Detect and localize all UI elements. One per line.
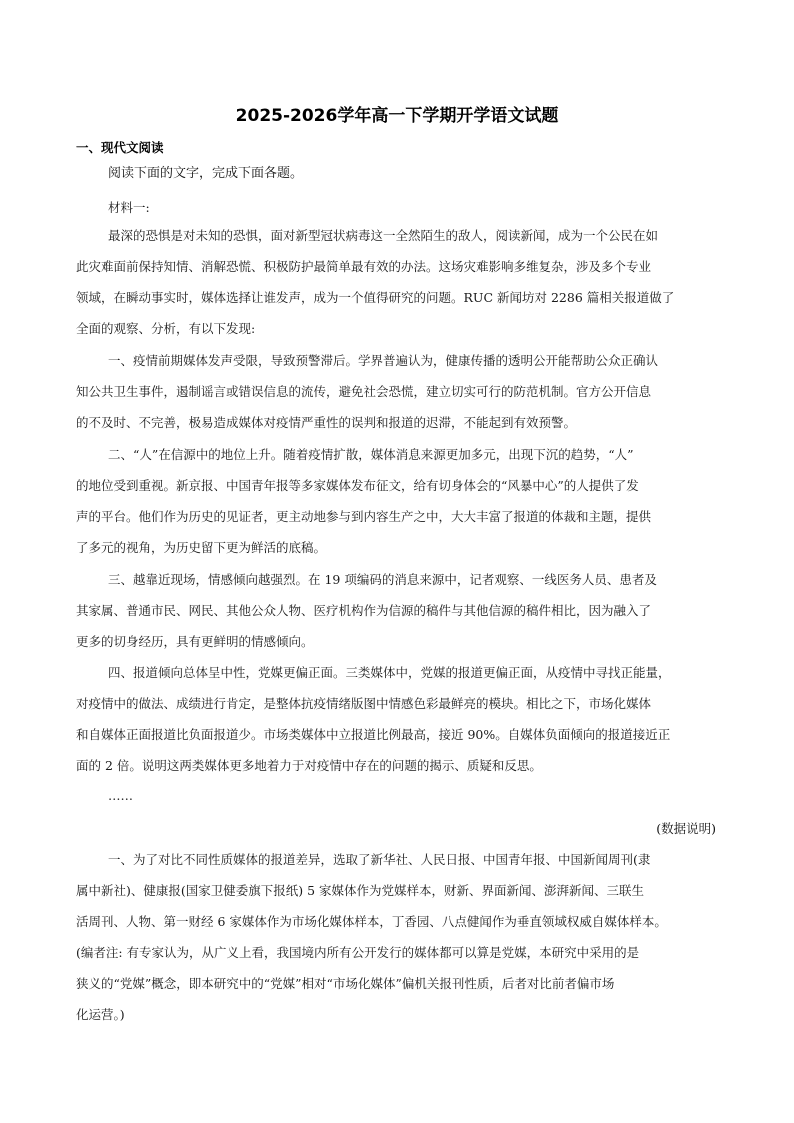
paragraph-line: 声的平台。他们作为历史的见证者，更主动地参与到内容生产之中，大大丰富了报道的体裁和主题，提供 bbox=[76, 509, 652, 524]
paragraph-line: 了多元的视角，为历史留下更为鲜活的底稿。 bbox=[76, 540, 327, 555]
data-note-line: 属中新社)、健康报(国家卫健委旗下报纸) 5 家媒体作为党媒样本，财新、界面新闻、澎湃新闻、三联生 bbox=[76, 883, 645, 898]
paragraph-line: 的不及时、不完善，极易造成媒体对疫情严重性的误判和报道的迟滞，不能起到有效预警。 bbox=[76, 415, 577, 430]
paragraph-line: 此灾难面前保持知情、消解恐慌、积极防护最简单最有效的办法。这场灾难影响多维复杂，涉及多个专业 bbox=[76, 259, 652, 274]
data-note-line: (编者注: 有专家认为，从广义上看，我国境内所有公开发行的媒体都可以算是党媒，本研究中采用的是 bbox=[76, 945, 640, 960]
data-note-line: 化运营。) bbox=[76, 1007, 125, 1022]
paragraph-line: 对疫情中的做法、成绩进行肯定，是整体抗疫情绪版图中情感色彩最鲜亮的模块。相比之下，市场化媒体 bbox=[76, 696, 652, 711]
paragraph-line: 全面的观察、分析，有以下发现: bbox=[76, 321, 256, 336]
paragraph-line: 更多的切身经历，具有更鲜明的情感倾向。 bbox=[76, 634, 314, 649]
data-note-label: (数据说明) bbox=[656, 821, 716, 836]
paragraph-line: 三、越靠近现场，情感倾向越强烈。在 19 项编码的消息来源中，记者观察、一线医务人员、患者及 bbox=[108, 572, 657, 587]
material-label: 材料一: bbox=[108, 200, 150, 215]
paragraph-line: 其家属、普通市民、网民、其他公众人物、医疗机构作为信源的稿件与其他信源的稿件相比，因为融入了 bbox=[76, 603, 652, 618]
paragraph-line: 四、报道倾向总体呈中性，党媒更偏正面。三类媒体中，党媒的报道更偏正面，从疫情中寻找正能量， bbox=[108, 665, 671, 680]
section-heading: 一、现代文阅读 bbox=[76, 140, 164, 155]
data-note-line: 活周刊、人物、第一财经 6 家媒体作为市场化媒体样本，丁香园、八点健闻作为垂直领域权威自媒体样本。 bbox=[76, 914, 667, 929]
paragraph-line: 最深的恐惧是对未知的恐惧，面对新型冠状病毒这一全然陌生的敌人，阅读新闻，成为一个公民在如 bbox=[108, 228, 659, 243]
paragraph-line: 二、“人”在信源中的地位上升。随着疫情扩散，媒体消息来源更加多元，出现下沉的趋势，“人” bbox=[108, 447, 634, 462]
paragraph-line: 领域，在瞬动事实时，媒体选择让谁发声，成为一个值得研究的问题。RUC 新闻坊对 2286 篇相关报道做了 bbox=[76, 290, 675, 305]
paragraph-line: 一、疫情前期媒体发声受限，导致预警滞后。学界普遍认为，健康传播的透明公开能帮助公众正确认 bbox=[108, 353, 659, 368]
paragraph-line: 和自媒体正面报道比负面报道少。市场类媒体中立报道比例最高，接近 90%。自媒体负面倾向的报道接近正 bbox=[76, 727, 671, 742]
page-title: 2025-2026学年高一下学期开学语文试题 bbox=[235, 106, 559, 126]
paragraph-line: 面的 2 倍。说明这两类媒体更多地着力于对疫情中存在的问题的揭示、质疑和反思。 bbox=[76, 758, 542, 773]
instruction-text: 阅读下面的文字，完成下面各题。 bbox=[108, 166, 304, 181]
data-note-line: 一、为了对比不同性质媒体的报道差异，选取了新华社、人民日报、中国青年报、中国新闻周刊(隶 bbox=[108, 852, 651, 867]
paragraph-line: 的地位受到重视。新京报、中国青年报等多家媒体发布征文，给有切身体会的“风暴中心”的人提供了发 bbox=[76, 478, 639, 493]
ellipsis: …… bbox=[108, 788, 133, 803]
data-note-line: 狭义的“党媒”概念，即本研究中的“党媒”相对“市场化媒体”偏机关报刊性质，后者对比前者偏市场 bbox=[76, 976, 615, 991]
paragraph-line: 知公共卫生事件，遏制谣言或错误信息的流传，避免社会恐慌，建立切实可行的防范机制。官方公开信息 bbox=[76, 384, 652, 399]
